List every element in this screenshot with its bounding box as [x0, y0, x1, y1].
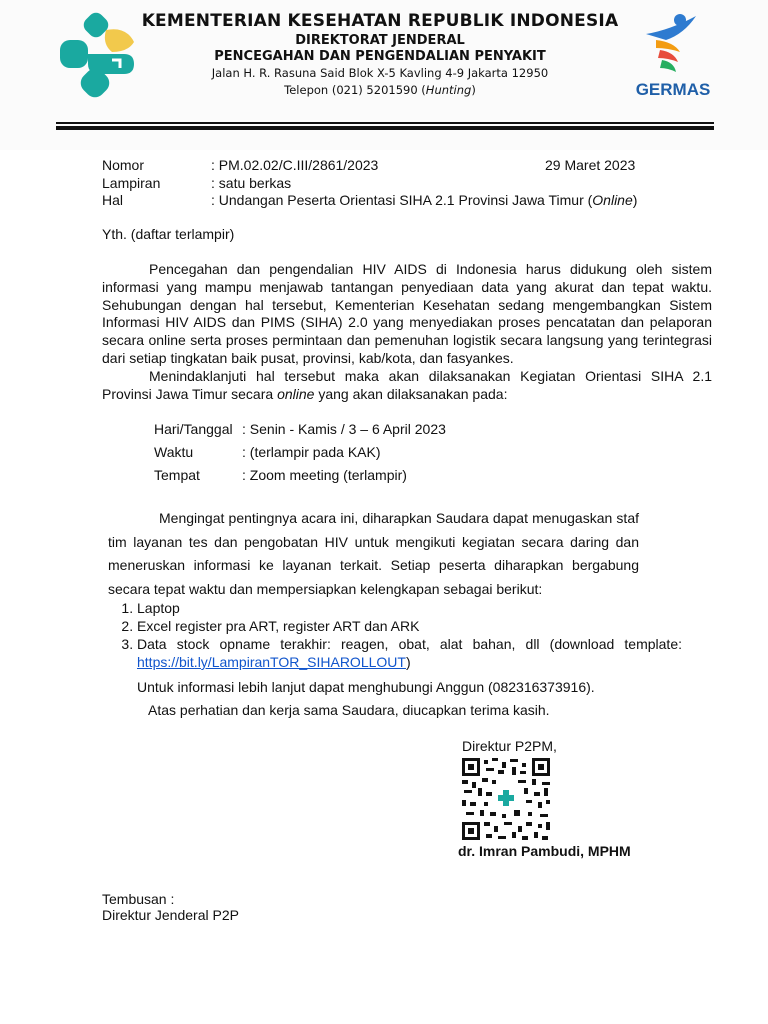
- requirements-list: [102, 599, 682, 671]
- signature-title: Direktur P2PM,: [462, 738, 557, 754]
- letterhead: [140, 10, 620, 99]
- phone-hunting: Hunting: [425, 83, 472, 97]
- lampiran-value: : satu berkas: [211, 175, 292, 191]
- phone-number: Telepon (021) 5201590 (: [284, 83, 426, 97]
- hal-label: Hal: [102, 192, 124, 208]
- kemenkes-logo-icon: [54, 12, 140, 98]
- nomor-value: : PM.02.02/C.III/2861/2023: [211, 157, 379, 173]
- directorate-name: DIREKTORAT JENDERAL: [295, 33, 465, 48]
- division-name: PENCEGAHAN DAN PENGENDALIAN PENYAKIT: [214, 49, 546, 64]
- germas-wordmark: GERMAS: [635, 80, 711, 99]
- closing-text: Atas perhatian dan kerja sama Saudara, diucapkan terima kasih.: [148, 702, 550, 718]
- letterhead-divider-thin: [56, 122, 714, 124]
- phone: [140, 81, 620, 99]
- list-item-suffix: ): [405, 654, 411, 670]
- detail-label-date: Hari/Tanggal: [154, 421, 233, 437]
- address: Jalan H. R. Rasuna Said Blok X-5 Kavling 4-9 Jakarta 12950: [211, 66, 549, 80]
- list-item: [137, 635, 682, 671]
- contact-info: Untuk informasi lebih lanjut dapat menghubungi Anggun (082316373916).: [137, 679, 595, 695]
- list-item: 1. Laptop: [137, 599, 682, 617]
- cc-recipient: Direktur Jenderal P2P: [102, 907, 239, 923]
- hal-subject: : Undangan Peserta Orientasi SIHA 2.1 Provinsi Jawa Timur (: [211, 192, 593, 208]
- lampiran-label: Lampiran: [102, 175, 161, 191]
- salutation: Yth. (daftar terlampir): [102, 226, 235, 242]
- paragraph2-text: Menindaklanjuti hal tersebut maka akan dilaksanakan Kegiatan Orientasi SIHA 2.1 Provinsi Jawa Timur secara: [102, 368, 712, 402]
- qr-code-icon: [462, 758, 550, 840]
- letter-date: 29 Maret 2023: [545, 157, 636, 173]
- phone-suffix: ): [471, 83, 476, 97]
- hal-suffix: ): [632, 192, 638, 208]
- germas-logo-icon: [640, 12, 700, 78]
- signatory-name: dr. Imran Pambudi, MPHM: [458, 843, 631, 859]
- detail-value-time: : (terlampir pada KAK): [242, 444, 381, 460]
- list-item: 2. Excel register pra ART, register ART dan ARK: [137, 617, 682, 635]
- detail-label-time: Waktu: [154, 444, 194, 460]
- cc-label: Tembusan :: [102, 891, 175, 907]
- ministry-name: KEMENTERIAN KESEHATAN REPUBLIK INDONESIA: [141, 11, 619, 31]
- hal-online: Online: [592, 192, 633, 208]
- paragraph-request: Mengingat pentingnya acara ini, diharapkan Saudara dapat menugaskan staf tim layanan tes dan pengobatan HIV untuk mengikuti kegiatan secara daring dan meneruskan informasi ke layanan terkait. Setiap peserta diharapkan bergabung secara tepat waktu dan mempersiapkan kelengkapan sebagai berikut:: [108, 510, 639, 597]
- paragraph2-suffix: yang akan dilaksanakan pada:: [314, 385, 508, 402]
- paragraph2-online: online: [277, 385, 315, 402]
- nomor-label: Nomor: [102, 157, 145, 173]
- detail-value-place: : Zoom meeting (terlampir): [242, 467, 407, 483]
- hal-value: [211, 192, 637, 208]
- letterhead-divider-thick: [56, 126, 714, 130]
- detail-value-date: : Senin - Kamis / 3 – 6 April 2023: [242, 421, 446, 437]
- template-link[interactable]: https://bit.ly/LampiranTOR_SIHAROLLOUT: [137, 654, 406, 670]
- paragraph-schedule-intro: [102, 368, 712, 404]
- paragraph-intro: Pencegahan dan pengendalian HIV AIDS di Indonesia harus didukung oleh sistem informasi yang mampu menjawab tantangan penyediaan data yang akurat dan tepat waktu. Sehubungan dengan hal tersebut, Kementerian Kesehatan sedang mengembangkan Sistem Informasi HIV AIDS dan PIMS (SIHA) 2.0 yang menyediakan proses pencatatan dan pelaporan secara online serta proses permintaan dan pemenuhan logistik secara langsung yang terintegrasi dari setiap tingkatan baik pusat, provinsi, kab/kota, dan fasyankes.: [102, 261, 712, 366]
- detail-label-place: Tempat: [154, 467, 200, 483]
- list-item-text: Data stock opname terakhir: reagen, obat, alat bahan, dll (download template:: [137, 636, 682, 652]
